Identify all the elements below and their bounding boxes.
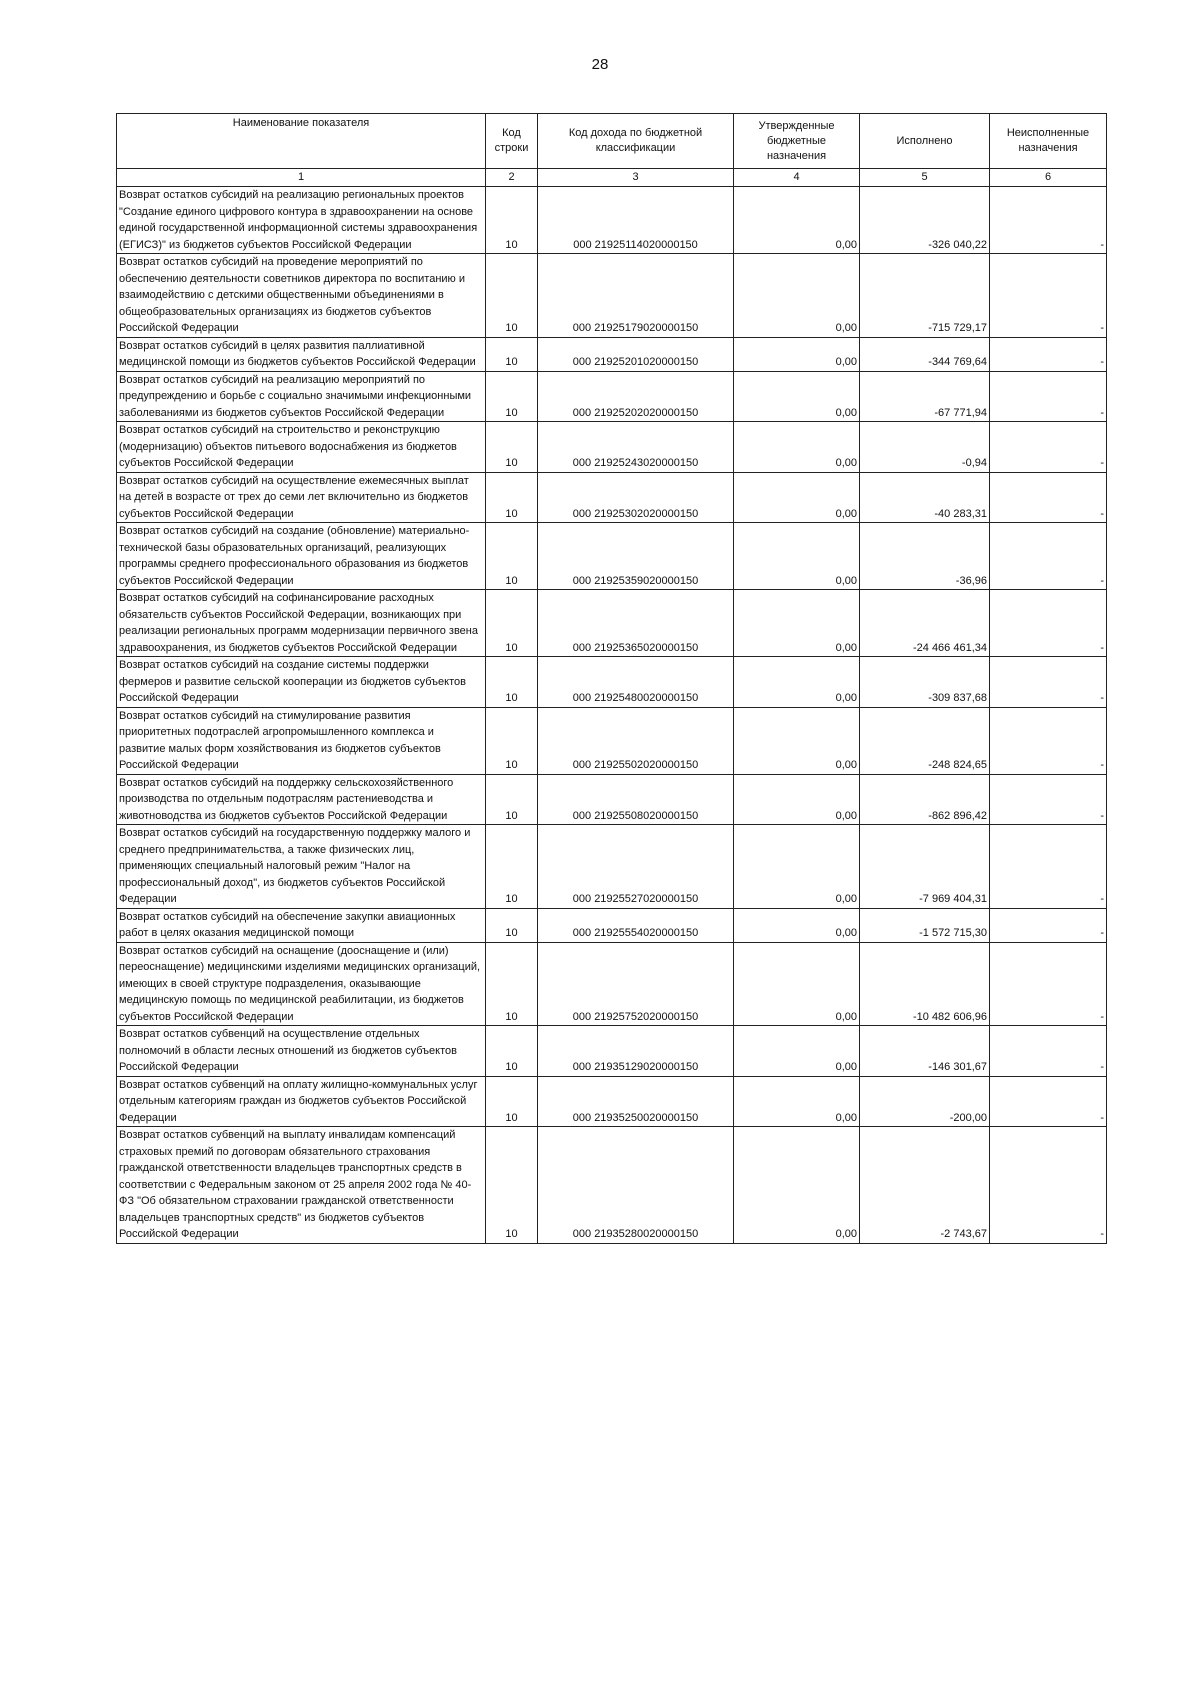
row-code: 10 bbox=[486, 422, 538, 473]
header-unexecuted: Неисполненные назначения bbox=[990, 114, 1107, 169]
row-name: Возврат остатков субсидий на строительство и реконструкцию (модернизацию) объектов питьевого водоснабжения из бюджетов субъектов Российской Федерации bbox=[117, 422, 486, 473]
row-approved: 0,00 bbox=[734, 774, 860, 825]
row-classification: 000 21925365020000150 bbox=[538, 590, 734, 657]
row-code: 10 bbox=[486, 707, 538, 774]
table-row bbox=[117, 825, 1107, 909]
row-approved: 0,00 bbox=[734, 1026, 860, 1077]
table-row bbox=[117, 187, 1107, 254]
header-line-code: Код строки bbox=[486, 114, 538, 169]
row-executed: -146 301,67 bbox=[860, 1026, 990, 1077]
row-classification: 000 21925243020000150 bbox=[538, 422, 734, 473]
row-unexecuted: - bbox=[990, 187, 1107, 254]
row-unexecuted: - bbox=[990, 774, 1107, 825]
header-executed: Исполнено bbox=[860, 114, 990, 169]
row-name: Возврат остатков субсидий на создание (обновление) материально-технической базы образовательных организаций, реализующих программы среднего профессионального образования из бюджетов субъектов Российской Федерации bbox=[117, 523, 486, 590]
row-approved: 0,00 bbox=[734, 1127, 860, 1244]
row-approved: 0,00 bbox=[734, 707, 860, 774]
row-approved: 0,00 bbox=[734, 187, 860, 254]
row-code: 10 bbox=[486, 942, 538, 1026]
row-approved: 0,00 bbox=[734, 422, 860, 473]
row-executed: -36,96 bbox=[860, 523, 990, 590]
row-classification: 000 21925202020000150 bbox=[538, 371, 734, 422]
row-classification: 000 21935280020000150 bbox=[538, 1127, 734, 1244]
row-approved: 0,00 bbox=[734, 657, 860, 708]
column-number: 1 bbox=[117, 169, 486, 187]
row-executed: -2 743,67 bbox=[860, 1127, 990, 1244]
row-unexecuted: - bbox=[990, 337, 1107, 371]
header-classification: Код дохода по бюджетной классификации bbox=[538, 114, 734, 169]
row-unexecuted: - bbox=[990, 254, 1107, 338]
row-name: Возврат остатков субсидий на софинансирование расходных обязательств субъектов Российской Федерации, возникающих при реализации региональных программ модернизации первичного звена здравоохранения, из бюджетов субъектов Российской Федерации bbox=[117, 590, 486, 657]
row-name: Возврат остатков субсидий на обеспечение закупки авиационных работ в целях оказания медицинской помощи bbox=[117, 908, 486, 942]
row-approved: 0,00 bbox=[734, 825, 860, 909]
table-row bbox=[117, 371, 1107, 422]
header-approved: Утвержденные бюджетные назначения bbox=[734, 114, 860, 169]
row-approved: 0,00 bbox=[734, 337, 860, 371]
table-row bbox=[117, 774, 1107, 825]
column-number: 5 bbox=[860, 169, 990, 187]
row-approved: 0,00 bbox=[734, 1076, 860, 1127]
row-classification: 000 21925508020000150 bbox=[538, 774, 734, 825]
table-row bbox=[117, 657, 1107, 708]
row-code: 10 bbox=[486, 472, 538, 523]
row-unexecuted: - bbox=[990, 707, 1107, 774]
table-row bbox=[117, 523, 1107, 590]
row-executed: -10 482 606,96 bbox=[860, 942, 990, 1026]
row-code: 10 bbox=[486, 1076, 538, 1127]
row-code: 10 bbox=[486, 657, 538, 708]
row-name: Возврат остатков субвенций на оплату жилищно-коммунальных услуг отдельным категориям граждан из бюджетов субъектов Российской Федерации bbox=[117, 1076, 486, 1127]
row-code: 10 bbox=[486, 187, 538, 254]
row-name: Возврат остатков субвенций на осуществление отдельных полномочий в области лесных отношений из бюджетов субъектов Российской Федерации bbox=[117, 1026, 486, 1077]
row-name: Возврат остатков субсидий в целях развития паллиативной медицинской помощи из бюджетов субъектов Российской Федерации bbox=[117, 337, 486, 371]
row-name: Возврат остатков субсидий на реализацию региональных проектов "Создание единого цифрового контура в здравоохранении на основе единой государственной информационной системы здравоохранения (ЕГИСЗ)" из бюджетов субъектов Российской Федерации bbox=[117, 187, 486, 254]
row-code: 10 bbox=[486, 908, 538, 942]
row-unexecuted: - bbox=[990, 908, 1107, 942]
row-executed: -67 771,94 bbox=[860, 371, 990, 422]
row-code: 10 bbox=[486, 590, 538, 657]
row-unexecuted: - bbox=[990, 1127, 1107, 1244]
row-code: 10 bbox=[486, 371, 538, 422]
row-unexecuted: - bbox=[990, 472, 1107, 523]
row-name: Возврат остатков субсидий на поддержку сельскохозяйственного производства по отдельным подотраслям растениеводства и животноводства из бюджетов субъектов Российской Федерации bbox=[117, 774, 486, 825]
row-classification: 000 21925554020000150 bbox=[538, 908, 734, 942]
column-number-row bbox=[117, 169, 1107, 187]
row-code: 10 bbox=[486, 774, 538, 825]
table-row bbox=[117, 590, 1107, 657]
row-code: 10 bbox=[486, 523, 538, 590]
row-classification: 000 21925359020000150 bbox=[538, 523, 734, 590]
table-row bbox=[117, 942, 1107, 1026]
row-unexecuted: - bbox=[990, 1026, 1107, 1077]
row-executed: -40 283,31 bbox=[860, 472, 990, 523]
row-name: Возврат остатков субсидий на стимулирование развития приоритетных подотраслей агропромышленного комплекса и развитие малых форм хозяйствования из бюджетов субъектов Российской Федерации bbox=[117, 707, 486, 774]
row-classification: 000 21925201020000150 bbox=[538, 337, 734, 371]
row-classification: 000 21935129020000150 bbox=[538, 1026, 734, 1077]
row-classification: 000 21925179020000150 bbox=[538, 254, 734, 338]
row-code: 10 bbox=[486, 825, 538, 909]
table-row bbox=[117, 1076, 1107, 1127]
table-row bbox=[117, 1026, 1107, 1077]
row-executed: -344 769,64 bbox=[860, 337, 990, 371]
row-unexecuted: - bbox=[990, 942, 1107, 1026]
row-classification: 000 21925527020000150 bbox=[538, 825, 734, 909]
row-name: Возврат остатков субсидий на проведение мероприятий по обеспечению деятельности советников директора по воспитанию и взаимодействию с детскими общественными объединениями в общеобразовательных организациях из бюджетов субъектов Российской Федерации bbox=[117, 254, 486, 338]
table-row bbox=[117, 254, 1107, 338]
row-unexecuted: - bbox=[990, 590, 1107, 657]
row-executed: -0,94 bbox=[860, 422, 990, 473]
row-unexecuted: - bbox=[990, 371, 1107, 422]
row-name: Возврат остатков субсидий на осуществление ежемесячных выплат на детей в возрасте от трех до семи лет включительно из бюджетов субъектов Российской Федерации bbox=[117, 472, 486, 523]
row-classification: 000 21925502020000150 bbox=[538, 707, 734, 774]
page-number: 28 bbox=[591, 56, 609, 73]
row-approved: 0,00 bbox=[734, 254, 860, 338]
row-approved: 0,00 bbox=[734, 908, 860, 942]
row-classification: 000 21925114020000150 bbox=[538, 187, 734, 254]
row-unexecuted: - bbox=[990, 657, 1107, 708]
row-code: 10 bbox=[486, 1026, 538, 1077]
row-code: 10 bbox=[486, 1127, 538, 1244]
header-row bbox=[117, 114, 1107, 169]
column-number: 4 bbox=[734, 169, 860, 187]
row-unexecuted: - bbox=[990, 422, 1107, 473]
column-number: 3 bbox=[538, 169, 734, 187]
row-unexecuted: - bbox=[990, 825, 1107, 909]
table-row bbox=[117, 337, 1107, 371]
row-classification: 000 21925302020000150 bbox=[538, 472, 734, 523]
row-approved: 0,00 bbox=[734, 371, 860, 422]
row-name: Возврат остатков субсидий на создание системы поддержки фермеров и развитие сельской кооперации из бюджетов субъектов Российской Федерации bbox=[117, 657, 486, 708]
row-classification: 000 21925480020000150 bbox=[538, 657, 734, 708]
row-name: Возврат остатков субвенций на выплату инвалидам компенсаций страховых премий по договорам обязательного страхования гражданской ответственности владельцев транспортных средств в соответствии с Федеральным законом от 25 апреля 2002 года № 40-ФЗ "Об обязательном страховании гражданской ответственности владельцев транспортных средств" из бюджетов субъектов Российской Федерации bbox=[117, 1127, 486, 1244]
table-row bbox=[117, 422, 1107, 473]
row-executed: -715 729,17 bbox=[860, 254, 990, 338]
table-row bbox=[117, 908, 1107, 942]
column-number: 6 bbox=[990, 169, 1107, 187]
row-approved: 0,00 bbox=[734, 942, 860, 1026]
row-approved: 0,00 bbox=[734, 523, 860, 590]
row-executed: -24 466 461,34 bbox=[860, 590, 990, 657]
row-approved: 0,00 bbox=[734, 590, 860, 657]
table-row bbox=[117, 707, 1107, 774]
table-row bbox=[117, 472, 1107, 523]
row-approved: 0,00 bbox=[734, 472, 860, 523]
row-code: 10 bbox=[486, 337, 538, 371]
row-executed: -326 040,22 bbox=[860, 187, 990, 254]
row-unexecuted: - bbox=[990, 1076, 1107, 1127]
row-executed: -1 572 715,30 bbox=[860, 908, 990, 942]
header-name: Наименование показателя bbox=[117, 114, 486, 169]
table-row bbox=[117, 1127, 1107, 1244]
row-classification: 000 21925752020000150 bbox=[538, 942, 734, 1026]
revenue-report-table bbox=[116, 113, 1107, 1244]
row-name: Возврат остатков субсидий на оснащение (дооснащение и (или) переоснащение) медицинскими изделиями медицинских организаций, имеющих в своей структуре подразделения, оказывающие медицинскую помощь по медицинской реабилитации, из бюджетов субъектов Российской Федерации bbox=[117, 942, 486, 1026]
row-executed: -7 969 404,31 bbox=[860, 825, 990, 909]
row-executed: -309 837,68 bbox=[860, 657, 990, 708]
row-name: Возврат остатков субсидий на реализацию мероприятий по предупреждению и борьбе с социально значимыми инфекционными заболеваниями из бюджетов субъектов Российской Федерации bbox=[117, 371, 486, 422]
row-name: Возврат остатков субсидий на государственную поддержку малого и среднего предпринимательства, а также физических лиц, применяющих специальный налоговый режим "Налог на профессиональный доход", из бюджетов субъектов Российской Федерации bbox=[117, 825, 486, 909]
row-classification: 000 21935250020000150 bbox=[538, 1076, 734, 1127]
row-executed: -248 824,65 bbox=[860, 707, 990, 774]
column-number: 2 bbox=[486, 169, 538, 187]
row-executed: -862 896,42 bbox=[860, 774, 990, 825]
row-unexecuted: - bbox=[990, 523, 1107, 590]
row-code: 10 bbox=[486, 254, 538, 338]
row-executed: -200,00 bbox=[860, 1076, 990, 1127]
